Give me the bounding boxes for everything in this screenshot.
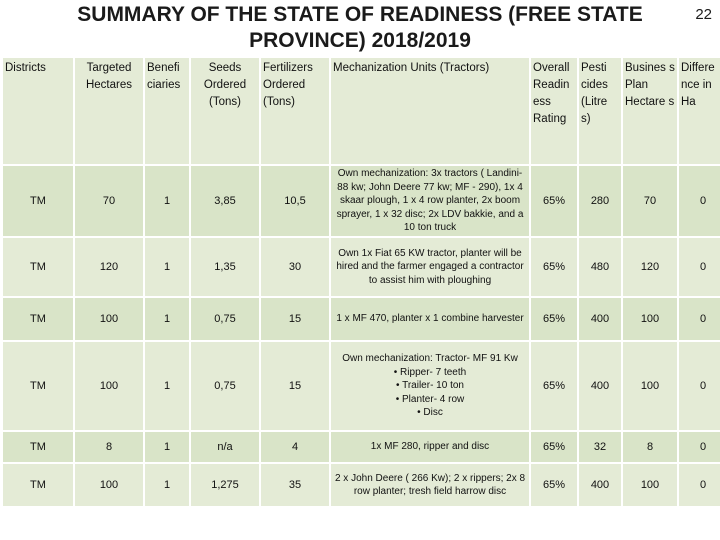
cell-beneficiaries: 1 — [145, 432, 189, 462]
cell-rating: 65% — [531, 464, 577, 506]
header-business-plan-hectares: Busines s Plan Hectare s — [623, 58, 677, 164]
cell-fertilizers: 35 — [261, 464, 329, 506]
table-row — [3, 238, 720, 296]
cell-fertilizers: 4 — [261, 432, 329, 462]
table-row — [3, 298, 720, 340]
table-row — [3, 432, 720, 462]
cell-plan-hectares: 100 — [623, 342, 677, 430]
cell-seeds: 1,275 — [191, 464, 259, 506]
cell-fertilizers: 10,5 — [261, 166, 329, 236]
cell-fertilizers: 15 — [261, 298, 329, 340]
page-number: 22 — [695, 6, 712, 23]
mechanization-line: Own mechanization: Tractor- MF 91 Kw — [342, 353, 518, 365]
cell-plan-hectares: 100 — [623, 464, 677, 506]
table-row — [3, 166, 720, 236]
cell-difference: 0 — [679, 166, 720, 236]
cell-fertilizers: 15 — [261, 342, 329, 430]
cell-pesticides: 400 — [579, 464, 621, 506]
title-line-1: SUMMARY OF THE STATE OF READINESS (FREE STATE — [77, 3, 643, 26]
header-seeds: Seeds Ordered (Tons) — [191, 58, 259, 164]
header-districts: Districts — [3, 58, 73, 164]
header-readiness-rating: Overall Readin ess Rating — [531, 58, 577, 164]
readiness-table — [1, 56, 720, 508]
cell-district: TM — [3, 166, 73, 236]
cell-difference: 0 — [679, 342, 720, 430]
cell-pesticides: 280 — [579, 166, 621, 236]
mechanization-line: • Planter- 4 row — [395, 393, 465, 405]
cell-rating: 65% — [531, 432, 577, 462]
cell-pesticides: 32 — [579, 432, 621, 462]
cell-difference: 0 — [679, 432, 720, 462]
header-mechanization: Mechanization Units (Tractors) — [331, 58, 529, 164]
cell-beneficiaries: 1 — [145, 464, 189, 506]
cell-mechanization: 1x MF 280, ripper and disc — [331, 432, 529, 462]
cell-mechanization: 2 x John Deere ( 266 Kw); 2 x rippers; 2x 8 row planter; tresh field harrow disc — [331, 464, 529, 506]
cell-rating: 65% — [531, 238, 577, 296]
cell-seeds: 1,35 — [191, 238, 259, 296]
cell-seeds: 0,75 — [191, 342, 259, 430]
mechanization-line: • Disc — [417, 407, 443, 419]
cell-pesticides: 400 — [579, 298, 621, 340]
cell-mechanization — [331, 342, 529, 430]
header-beneficiaries: Benefi ciaries — [145, 58, 189, 164]
header-targeted-hectares: Targeted Hectares — [75, 58, 143, 164]
cell-mechanization: Own mechanization: 3x tractors ( Landini- 88 kw; John Deere 77 kw; MF - 290), 1x 4 skaar plough, 1 x 4 row planter, 2x boom sprayer, 1 x 32 disc; 2x LDV bakkie, and a 10 ton truck — [331, 166, 529, 236]
title-line-2: PROVINCE) 2018/2019 — [249, 29, 471, 52]
cell-difference: 0 — [679, 238, 720, 296]
cell-beneficiaries: 1 — [145, 238, 189, 296]
cell-district: TM — [3, 298, 73, 340]
header-difference: Differe nce in Ha — [679, 58, 720, 164]
header-fertilizers: Fertilizers Ordered (Tons) — [261, 58, 329, 164]
cell-plan-hectares: 100 — [623, 298, 677, 340]
cell-plan-hectares: 8 — [623, 432, 677, 462]
cell-beneficiaries: 1 — [145, 298, 189, 340]
cell-difference: 0 — [679, 464, 720, 506]
cell-district: TM — [3, 238, 73, 296]
table-header-row — [3, 58, 720, 164]
cell-hectares: 8 — [75, 432, 143, 462]
cell-mechanization: 1 x MF 470, planter x 1 combine harvester — [331, 298, 529, 340]
cell-district: TM — [3, 464, 73, 506]
page-title — [0, 2, 720, 54]
cell-seeds: n/a — [191, 432, 259, 462]
cell-fertilizers: 30 — [261, 238, 329, 296]
cell-district: TM — [3, 432, 73, 462]
cell-beneficiaries: 1 — [145, 166, 189, 236]
cell-hectares: 100 — [75, 342, 143, 430]
cell-hectares: 70 — [75, 166, 143, 236]
cell-seeds: 3,85 — [191, 166, 259, 236]
header-pesticides: Pesti cides (Litre s) — [579, 58, 621, 164]
cell-mechanization: Own 1x Fiat 65 KW tractor, planter will be hired and the farmer engaged a contractor to assist him with ploughing — [331, 238, 529, 296]
cell-seeds: 0,75 — [191, 298, 259, 340]
table-row — [3, 342, 720, 430]
cell-rating: 65% — [531, 166, 577, 236]
table-row — [3, 464, 720, 506]
cell-plan-hectares: 70 — [623, 166, 677, 236]
cell-hectares: 100 — [75, 298, 143, 340]
cell-district: TM — [3, 342, 73, 430]
cell-beneficiaries: 1 — [145, 342, 189, 430]
cell-hectares: 120 — [75, 238, 143, 296]
cell-rating: 65% — [531, 298, 577, 340]
cell-rating: 65% — [531, 342, 577, 430]
mechanization-line: • Trailer- 10 ton — [396, 380, 464, 392]
cell-pesticides: 480 — [579, 238, 621, 296]
cell-pesticides: 400 — [579, 342, 621, 430]
cell-hectares: 100 — [75, 464, 143, 506]
cell-plan-hectares: 120 — [623, 238, 677, 296]
mechanization-line: • Ripper- 7 teeth — [393, 366, 467, 378]
cell-difference: 0 — [679, 298, 720, 340]
